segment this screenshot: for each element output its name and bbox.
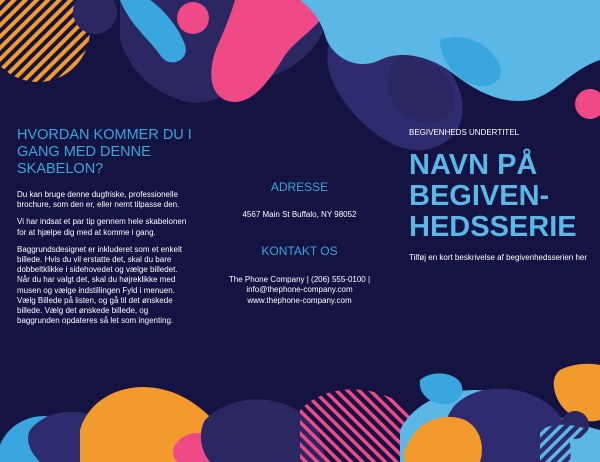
left-paragraph-1: Du kan bruge denne dugfriske, professionelle brochure, som den er, eller nemt tilpasse den. [17,190,180,210]
left-panel [17,127,192,333]
right-pink-circle [575,89,600,119]
event-title [409,150,589,243]
left-paragraph-2: Vi har indsat et par tip gennem hele skabelonen for at hjælpe dig med at komme i gang. [17,217,187,237]
bottom-blue-blob-small [420,373,463,404]
address-title: ADRESSE [270,180,329,194]
contact-block [222,275,377,306]
left-paragraph-3: Baggrundsdesignet er inkluderet som et enkelt billede. Hvis du vil erstatte det, skal du bare dobbeltklikke i sidehovedet og vælge billedet. Når du har valgt det, skal du højreklikke med musen og vælge indstillingen Fyld i menuen. Vælg Billede på listen, og gå til det ønskede billede. Vælg det ønskede billede, og baggrunden opdateres så let som ingenting. [17,244,182,326]
contact-line-phone: The Phone Company | (206) 555-0100 | [228,275,371,285]
top-pink-circle [177,2,209,34]
event-title-line-3: HEDSSERIE [409,211,577,243]
event-title-line-1: NAVN PÅ [409,149,538,181]
address-text: 4567 Main St Buffalo, NY 98052 [242,210,357,219]
event-subtitle: BEGIVENHEDS UNDERTITEL [409,128,520,137]
contact-line-web: www.thephone-company.com [247,295,352,305]
event-description: Tilføj en kort beskrivelse af begivenhedsserien her [409,253,588,262]
contact-title: KONTAKT OS [261,244,338,259]
event-title-line-2: BEGIVEN- [409,180,550,212]
contact-line-email: info@thephone-company.com [246,285,353,295]
right-panel [409,128,589,263]
middle-panel [222,180,377,306]
left-heading: HVORDAN KOMMER DU I GANG MED DENNE SKABELON? [17,127,192,177]
